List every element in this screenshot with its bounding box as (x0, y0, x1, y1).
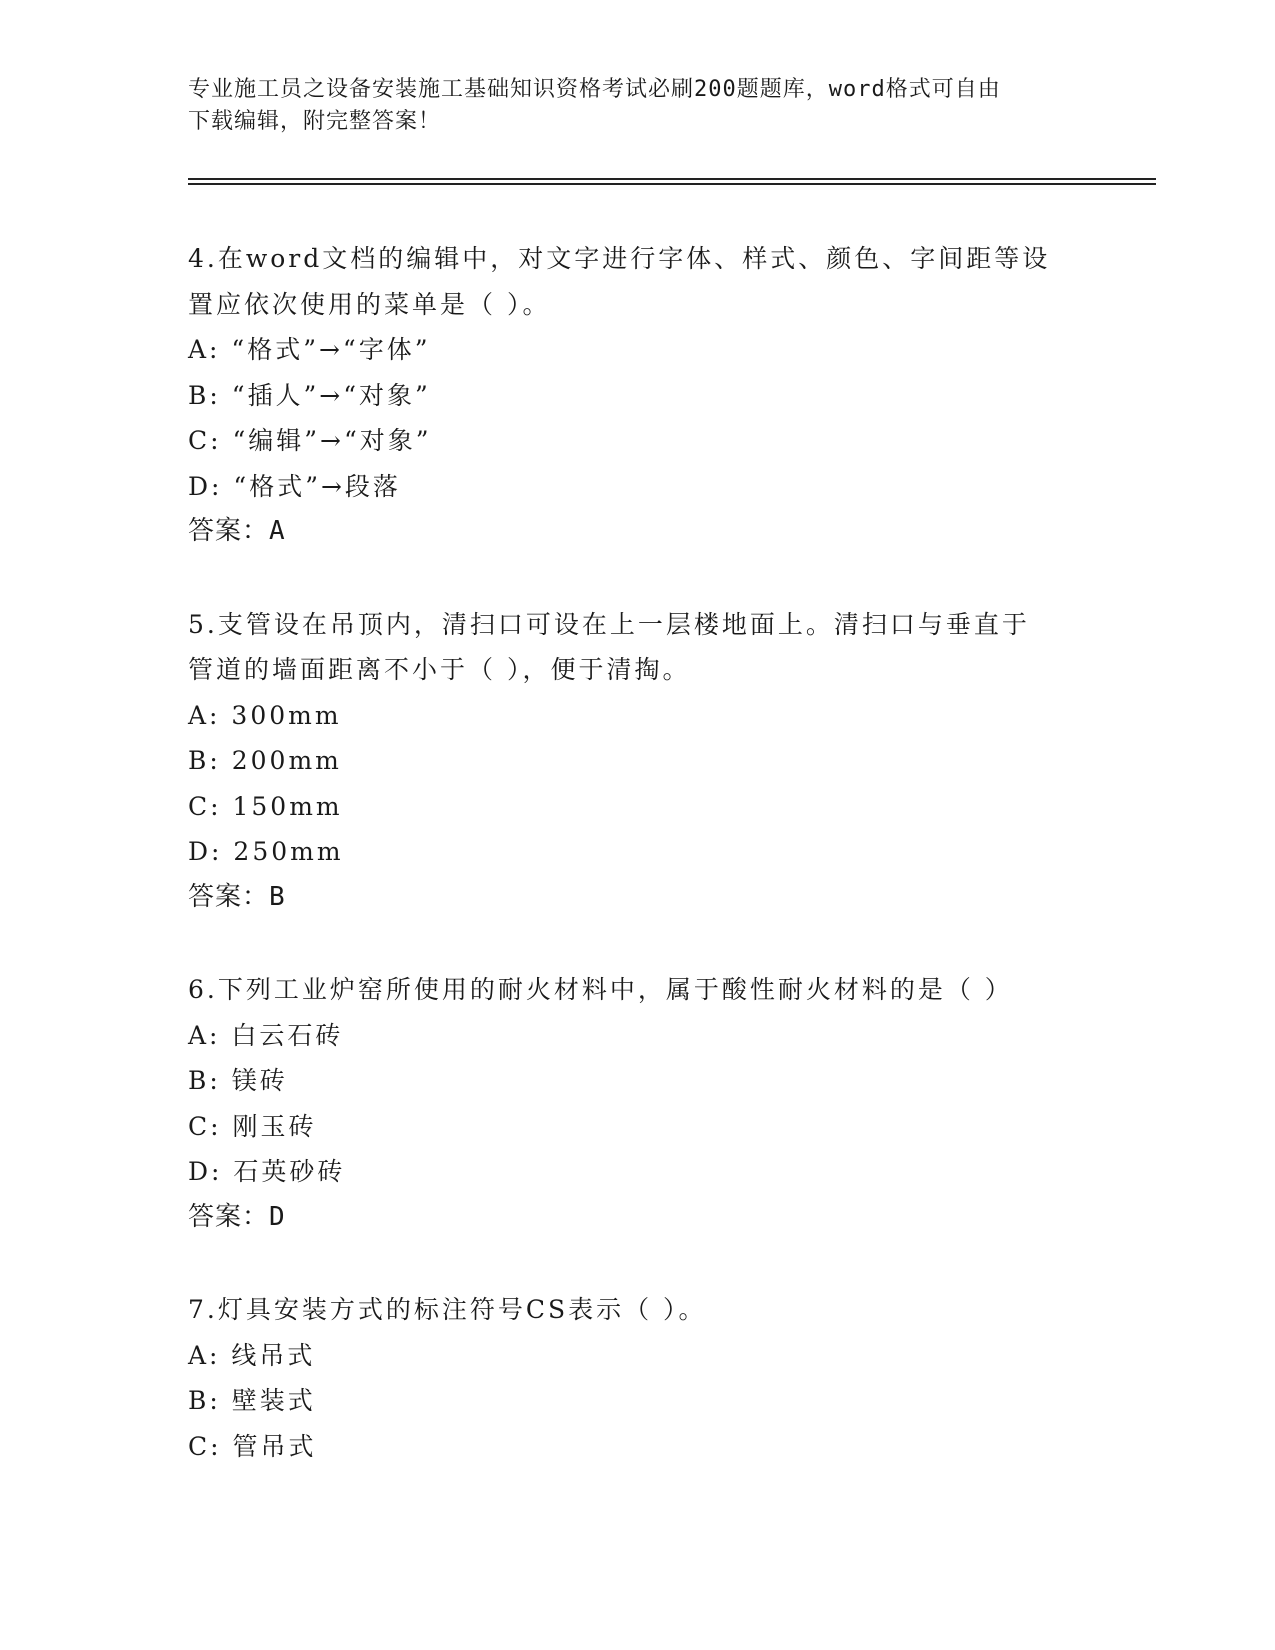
option-a: A: 白云石砖 (188, 1020, 344, 1050)
question-stem: 5.支管设在吊顶内，清扫口可设在上一层楼地面上。清扫口与垂直于 (188, 609, 1030, 639)
header-divider-top (188, 178, 1156, 180)
question-stem: 4.在word文档的编辑中，对文字进行字体、样式、颜色、字间距等设 (188, 244, 1051, 273)
option-c: C: “编辑”→“对象” (188, 426, 432, 455)
answer-line: 答案：A (188, 516, 286, 546)
answer-line: 答案：D (188, 1201, 286, 1232)
header-line-1: 专业施工员之设备安装施工基础知识资格考试必刷200题题库，word格式可自由 (188, 77, 1001, 102)
question-stem-continued: 置应依次使用的菜单是（ ）。 (188, 289, 551, 319)
option-a: A: “格式”→“字体” (188, 335, 431, 364)
question-stem-continued: 管道的墙面距离不小于（ ），便于清掏。 (188, 655, 691, 684)
option-d: D: 石英砂砖 (188, 1157, 346, 1186)
option-c: C: 150mm (188, 791, 343, 821)
option-b: B: “插人”→“对象” (188, 380, 431, 410)
question-list (188, 236, 1088, 1516)
option-b: B: 镁砖 (188, 1066, 288, 1095)
answer-line: 答案：B (188, 881, 286, 912)
option-b: B: 壁装式 (188, 1386, 316, 1415)
question-stem: 7.灯具安装方式的标注符号CS表示（ ）。 (188, 1295, 707, 1324)
option-d: D: “格式”→段落 (188, 471, 401, 501)
question-5 (188, 602, 1088, 921)
question-7 (188, 1287, 1088, 1469)
option-d: D: 250mm (188, 837, 344, 866)
option-b: B: 200mm (188, 746, 342, 775)
document-header (188, 74, 1088, 138)
question-4 (188, 236, 1088, 555)
question-stem: 6.下列工业炉窑所使用的耐火材料中，属于酸性耐火材料的是（ ） (188, 975, 1013, 1004)
option-a: A: 线吊式 (188, 1340, 316, 1370)
header-divider-bottom (188, 183, 1156, 185)
option-c: C: 刚玉砖 (188, 1111, 317, 1141)
header-line-2: 下载编辑，附完整答案！ (188, 109, 442, 134)
option-c: C: 管吊式 (188, 1431, 317, 1461)
option-a: A: 300mm (188, 700, 342, 730)
question-6 (188, 967, 1088, 1240)
